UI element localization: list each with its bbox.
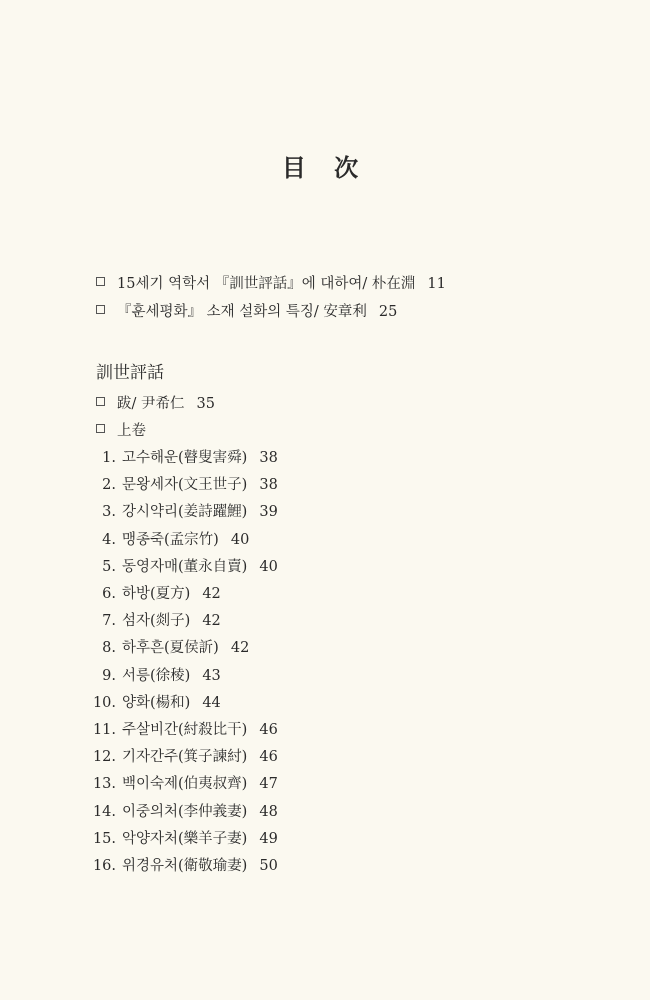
entry-page: 40 bbox=[259, 558, 278, 575]
entry-text: 하방(夏方) bbox=[122, 586, 191, 602]
list-item[interactable] bbox=[90, 666, 221, 686]
entry-number: 14. bbox=[92, 803, 116, 820]
entry-text: 백이숙제(伯夷叔齊) bbox=[122, 776, 248, 793]
entry-number: 3. bbox=[102, 504, 116, 521]
entry-page: 40 bbox=[230, 531, 250, 548]
entry-text: 위경유처(衛敬瑜妻) bbox=[122, 858, 248, 874]
list-item[interactable] bbox=[90, 774, 278, 794]
entry-number: 10. bbox=[92, 694, 116, 711]
entry-text: 섬자(剡子) bbox=[122, 613, 191, 630]
entry-number: 2. bbox=[102, 477, 116, 494]
entry-text: 跋/ 尹希仁 bbox=[117, 396, 185, 412]
list-item[interactable] bbox=[90, 530, 249, 550]
entry-page: 47 bbox=[259, 776, 278, 793]
entry-number: 4. bbox=[102, 531, 116, 548]
entry-page: 42 bbox=[230, 640, 250, 657]
entry-text: 이중의처(李仲義妻) bbox=[122, 803, 248, 820]
list-item[interactable] bbox=[90, 693, 221, 713]
entry-page: 50 bbox=[259, 858, 278, 874]
list-item[interactable] bbox=[90, 448, 278, 468]
entry-number: 15. bbox=[92, 830, 116, 847]
list-item[interactable] bbox=[90, 638, 249, 658]
list-item[interactable] bbox=[90, 584, 221, 604]
list-item[interactable] bbox=[90, 502, 278, 522]
entry-number: 5. bbox=[102, 558, 116, 575]
section-title: 訓世評話 bbox=[96, 363, 164, 383]
entry-text: 강시약리(姜詩躍鯉) bbox=[122, 504, 248, 521]
entry-page: 35 bbox=[196, 396, 215, 412]
list-item[interactable] bbox=[90, 475, 278, 495]
entry-number: 13. bbox=[92, 776, 116, 793]
entry-page: 43 bbox=[202, 667, 221, 684]
checkbox-icon bbox=[96, 305, 105, 314]
entry-number: 8. bbox=[102, 640, 116, 657]
list-item[interactable] bbox=[90, 611, 221, 631]
list-item[interactable] bbox=[90, 856, 278, 876]
volume-title: 上卷 bbox=[117, 423, 146, 439]
entry-page: 44 bbox=[202, 694, 221, 711]
entry-page: 48 bbox=[259, 803, 278, 820]
entry-page: 38 bbox=[259, 450, 278, 466]
afterword-entry[interactable] bbox=[96, 394, 215, 414]
entry-text: 악양자처(樂羊子妻) bbox=[122, 830, 248, 847]
entry-page: 38 bbox=[259, 477, 278, 494]
entry-page: 42 bbox=[202, 586, 221, 602]
intro-entry[interactable] bbox=[96, 302, 397, 322]
list-item[interactable] bbox=[90, 557, 278, 577]
entry-text: 고수해운(瞽叟害舜) bbox=[122, 450, 248, 466]
intro-entry[interactable] bbox=[96, 274, 446, 294]
volume-heading bbox=[96, 421, 146, 441]
entry-number: 9. bbox=[102, 667, 116, 684]
entry-text: 서릉(徐稜) bbox=[122, 667, 191, 684]
entry-page: 46 bbox=[259, 749, 278, 766]
entry-page: 46 bbox=[259, 722, 278, 738]
entry-page: 25 bbox=[378, 304, 398, 320]
checkbox-icon bbox=[96, 424, 105, 433]
checkbox-icon bbox=[96, 397, 105, 406]
entry-number: 12. bbox=[92, 749, 116, 766]
entry-text: 15세기 역학서 『訓世評話』에 대하여/ 朴在淵 bbox=[117, 276, 416, 292]
page-title: 目 次 bbox=[281, 153, 369, 182]
entry-page: 49 bbox=[259, 830, 278, 847]
entry-number: 7. bbox=[102, 613, 116, 630]
entry-page: 42 bbox=[202, 613, 221, 630]
entry-text: 문왕세자(文王世子) bbox=[122, 477, 248, 494]
checkbox-icon bbox=[96, 277, 105, 286]
entry-page: 11 bbox=[427, 276, 446, 292]
entry-text: 양화(楊和) bbox=[122, 694, 191, 711]
list-item[interactable] bbox=[90, 720, 278, 740]
entry-number: 16. bbox=[92, 858, 116, 874]
entry-number: 6. bbox=[102, 586, 116, 602]
list-item[interactable] bbox=[90, 802, 278, 822]
entry-text: 기자간주(箕子諫紂) bbox=[122, 749, 248, 766]
entry-text: 주살비간(紂殺比干) bbox=[122, 722, 248, 738]
entry-number: 1. bbox=[102, 450, 116, 466]
list-item[interactable] bbox=[90, 829, 278, 849]
entry-text: 『훈세평화』 소재 설화의 특징/ 安章利 bbox=[117, 304, 367, 320]
entry-text: 동영자매(董永自賣) bbox=[122, 558, 248, 575]
entry-text: 하후흔(夏侯訢) bbox=[122, 640, 219, 657]
list-item[interactable] bbox=[90, 747, 278, 767]
entry-text: 맹종죽(孟宗竹) bbox=[122, 531, 219, 548]
entry-number: 11. bbox=[92, 722, 116, 738]
entry-page: 39 bbox=[259, 504, 278, 521]
